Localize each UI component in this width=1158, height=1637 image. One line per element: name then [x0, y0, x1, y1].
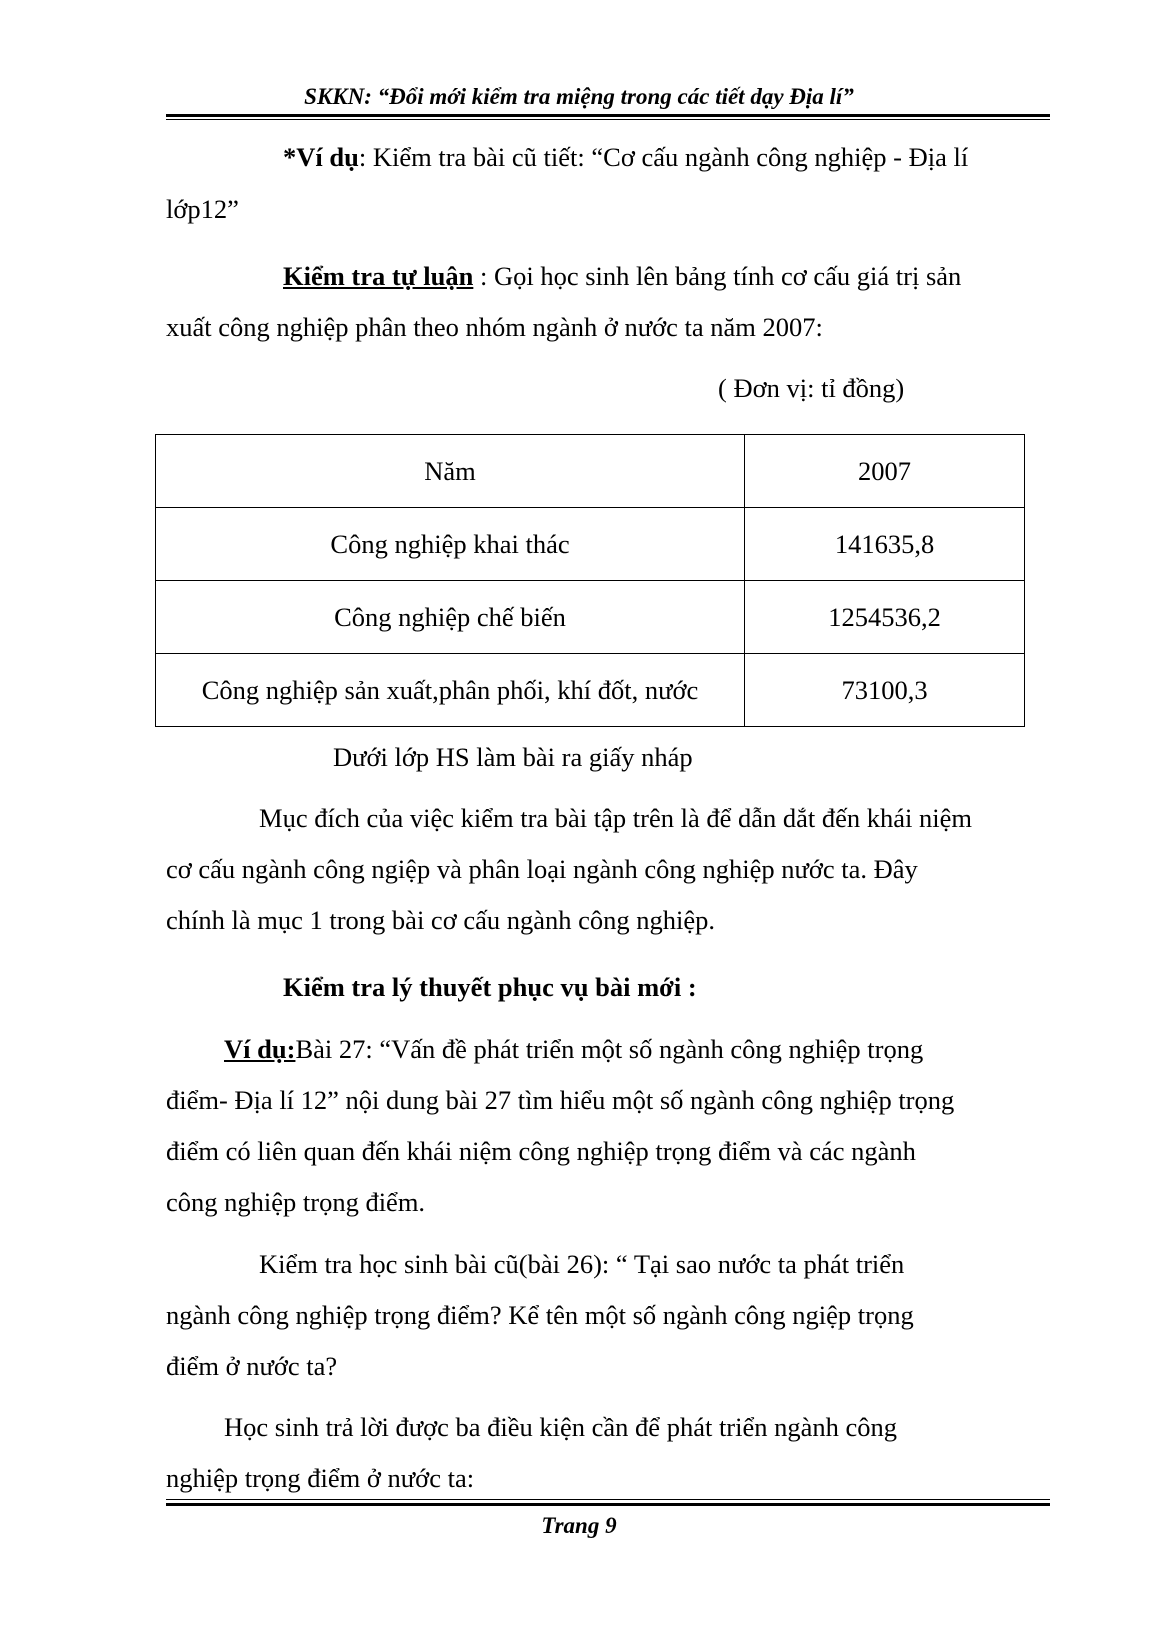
essay-text-line1: : Gọi học sinh lên bảng tính cơ cấu giá trị sản	[473, 261, 962, 291]
essay-text-line2: xuất công nghiệp phân theo nhóm ngành ở nước ta năm 2007:	[166, 312, 823, 342]
example2-line4: công nghiệp trọng điểm.	[166, 1187, 426, 1217]
table-cell-name: Công nghiệp khai thác	[156, 508, 745, 581]
table-row	[156, 508, 1025, 581]
unit-note: ( Đơn vị: tỉ đồng)	[718, 373, 905, 403]
footer-rule-thin	[166, 1499, 1050, 1500]
table-cell-name: Công nghiệp chế biến	[156, 581, 745, 654]
header-rule-thin	[166, 119, 1050, 120]
page-number: Trang 9	[541, 1513, 617, 1538]
header-rule-thick	[166, 114, 1050, 117]
example2-line1	[224, 1036, 923, 1063]
purpose-line2: cơ cấu ngành công ngiệp và phân loại ngành công nghiệp nước ta. Đây	[166, 854, 918, 884]
table-cell-name: Công nghiệp sản xuất,phân phối, khí đốt, nước	[156, 654, 745, 727]
table-cell-value: 73100,3	[745, 654, 1025, 727]
table-header-year-label: Năm	[156, 435, 745, 508]
example1-text-line2: lớp12”	[166, 194, 239, 224]
example2-label: Ví dụ:	[224, 1034, 296, 1064]
example1-text-line1: : Kiểm tra bài cũ tiết: “Cơ cấu ngành công nghiệp - Địa lí	[358, 142, 969, 172]
theory-heading: Kiểm tra lý thuyết phục vụ bài mới :	[283, 972, 697, 1002]
header-title: SKKN: “Đổi mới kiểm tra miệng trong các tiết dạy Địa lí”	[304, 84, 854, 109]
check-old-line2: ngành công nghiệp trọng điểm? Kể tên một số ngành công ngiệp trọng	[166, 1300, 914, 1330]
example2-text-line1: Bài 27: “Vấn đề phát triển một số ngành công nghiệp trọng	[295, 1034, 924, 1064]
purpose-line3: chính là mục 1 trong bài cơ cấu ngành công nghiệp.	[166, 905, 716, 935]
table-row	[156, 654, 1025, 727]
table-cell-value: 1254536,2	[745, 581, 1025, 654]
example1-label: *Ví dụ	[283, 142, 359, 172]
table-cell-value: 141635,8	[745, 508, 1025, 581]
table-header-row	[156, 435, 1025, 508]
production-table	[155, 434, 1025, 727]
answer-line1: Học sinh trả lời được ba điều kiện cần để phát triển ngành công	[224, 1412, 898, 1442]
answer-line2: nghiệp trọng điểm ở nước ta:	[166, 1463, 475, 1493]
essay-line1	[283, 263, 961, 290]
check-old-line3: điểm ở nước ta?	[166, 1351, 338, 1381]
table-header-year-value: 2007	[745, 435, 1025, 508]
example2-line2: điểm- Địa lí 12” nội dung bài 27 tìm hiểu một số ngành công nghiệp trọng	[166, 1085, 955, 1115]
check-old-line1: Kiểm tra học sinh bài cũ(bài 26): “ Tại sao nước ta phát triển	[259, 1249, 905, 1279]
essay-label: Kiểm tra tự luận	[283, 261, 474, 291]
table-row	[156, 581, 1025, 654]
example1-line1	[283, 144, 968, 171]
purpose-line1: Mục đích của việc kiểm tra bài tập trên là để dẫn dắt đến khái niệm	[259, 803, 973, 833]
footer-rule-thick	[166, 1503, 1050, 1506]
example2-line3: điểm có liên quan đến khái niệm công nghiệp trọng điểm và các ngành	[166, 1136, 916, 1166]
after-table-note: Dưới lớp HS làm bài ra giấy nháp	[333, 742, 693, 772]
